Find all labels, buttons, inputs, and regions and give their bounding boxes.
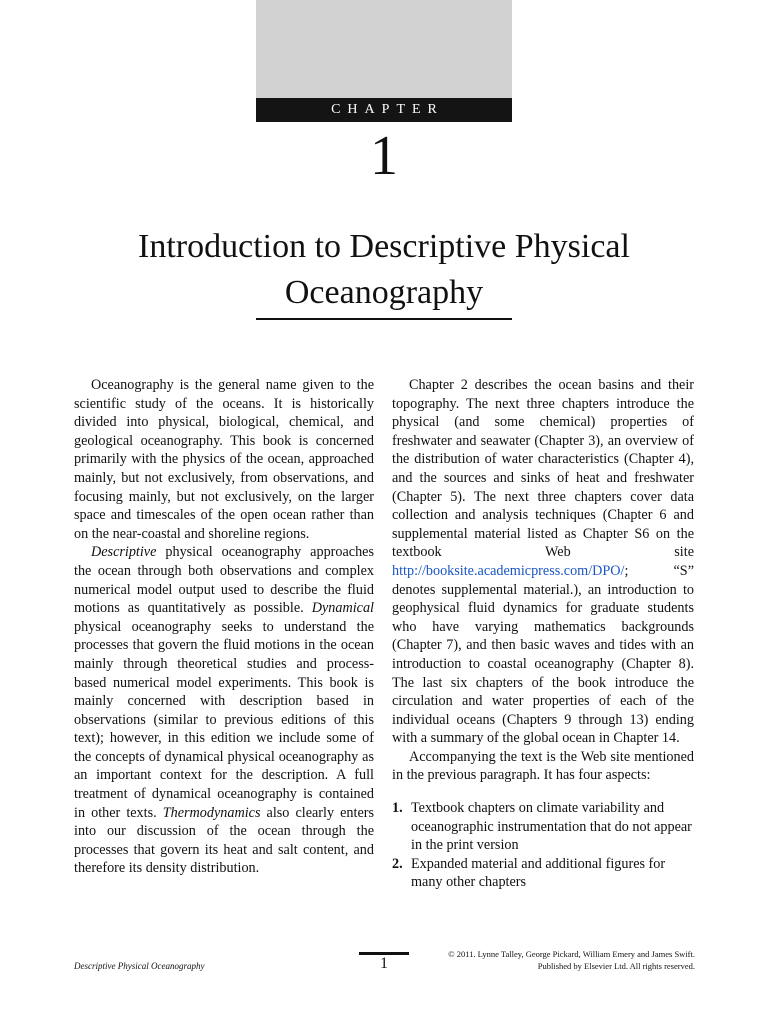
website-paragraph: Accompanying the text is the Web site mentioned in the previous paragraph. It has four aspects: — [392, 748, 694, 784]
right-column — [392, 376, 694, 892]
list-text: Textbook chapters on climate variability and oceanographic instrumentation that do not appear in the print version — [411, 800, 692, 854]
list-number: 1. — [392, 800, 403, 817]
descriptive-paragraph — [74, 543, 374, 878]
page-number: 1 — [380, 955, 388, 972]
paragraph-text: physical oceanography approaches the ocean through both observations and complex numerical model output used to describe the fluid motions as quantitatively as possible. — [74, 544, 374, 617]
list-number: 2. — [392, 855, 403, 872]
chapter-title: Introduction to Descriptive Physical Oceanography — [138, 228, 630, 311]
booksite-link[interactable]: http://booksite.academicpress.com/DPO/ — [392, 562, 625, 579]
title-underline — [256, 318, 512, 320]
list-text: Expanded material and additional figures for many other chapters — [411, 855, 666, 891]
chapters-overview-paragraph — [392, 376, 694, 748]
paragraph-text: Chapter 2 describes the ocean basins and their topography. The next three chapters introduce the physical (and some chemical) properties of freshwater and seawater (Chapter 3), an overview of the distribution of water characteristics (Chapter 4), and the sources and sinks of heat and freshwater (Chapter 5). The next three chapters cover data collection and analysis techniques (Chapter 6 and supplemental material listed as Chapter S6 on the textbook Web site — [392, 377, 694, 561]
term-dynamical: Dynamical — [311, 600, 374, 617]
footer-book-title: Descriptive Physical Oceanography — [74, 961, 205, 971]
list-item — [392, 799, 694, 855]
paragraph-text: physical oceanography seeks to understand the processes that govern the fluid motions in the ocean mainly through theoretical studies and process-based numerical model experiments. This book is mainly concerned with description based in observations (similar to previous editions of this text); however, in this edition we include some of the concepts of dynamical physical oceanography as an important context for the description. A full treatment of dynamical oceanography is contained in other texts. — [74, 618, 374, 821]
chapter-label: CHAPTER — [331, 102, 444, 117]
paragraph-text: ; “S” denotes supplemental material.), an introduction to geophysical fluid dynamics for graduate students who have varying mathematics backgrounds (Chapter 7), and then basic waves and tides with an introduction to coastal oceanography (Chapter 8). The last six chapters of the book introduce the circulation and water properties of each of the individual oceans (Chapters 9 through 13) ending with a summary of the global ocean in Chapter 14. — [392, 562, 694, 747]
publisher-line: Published by Elsevier Ltd. All rights reserved. — [537, 961, 695, 971]
term-descriptive: Descriptive — [91, 544, 157, 561]
chapter-label-bar — [256, 98, 512, 122]
intro-paragraph: Oceanography is the general name given to the scientific study of the oceans. It is historically divided into physical, biological, chemical, and geological oceanography. This book is concerned primarily with the physics of the ocean, approached mainly, but not exclusively, from observations, and focusing mainly, but not exclusively, on the larger space and timescales of the open ocean rather than on the near-coastal and shoreline regions. — [74, 377, 374, 542]
paragraph-text: also clearly enters into our discussion of the ocean through the processes that govern its heat and salt content, and therefore its density distribution. — [74, 804, 374, 877]
chapter-header-block — [256, 0, 512, 98]
footer-copyright — [448, 948, 695, 972]
list-item — [392, 855, 694, 892]
website-aspects-list — [392, 799, 694, 892]
chapter-number: 1 — [370, 125, 398, 187]
term-thermodynamics: Thermodynamics — [162, 804, 261, 821]
copyright-line: © 2011. Lynne Talley, George Pickard, William Emery and James Swift. — [448, 949, 695, 959]
left-column — [74, 376, 374, 878]
